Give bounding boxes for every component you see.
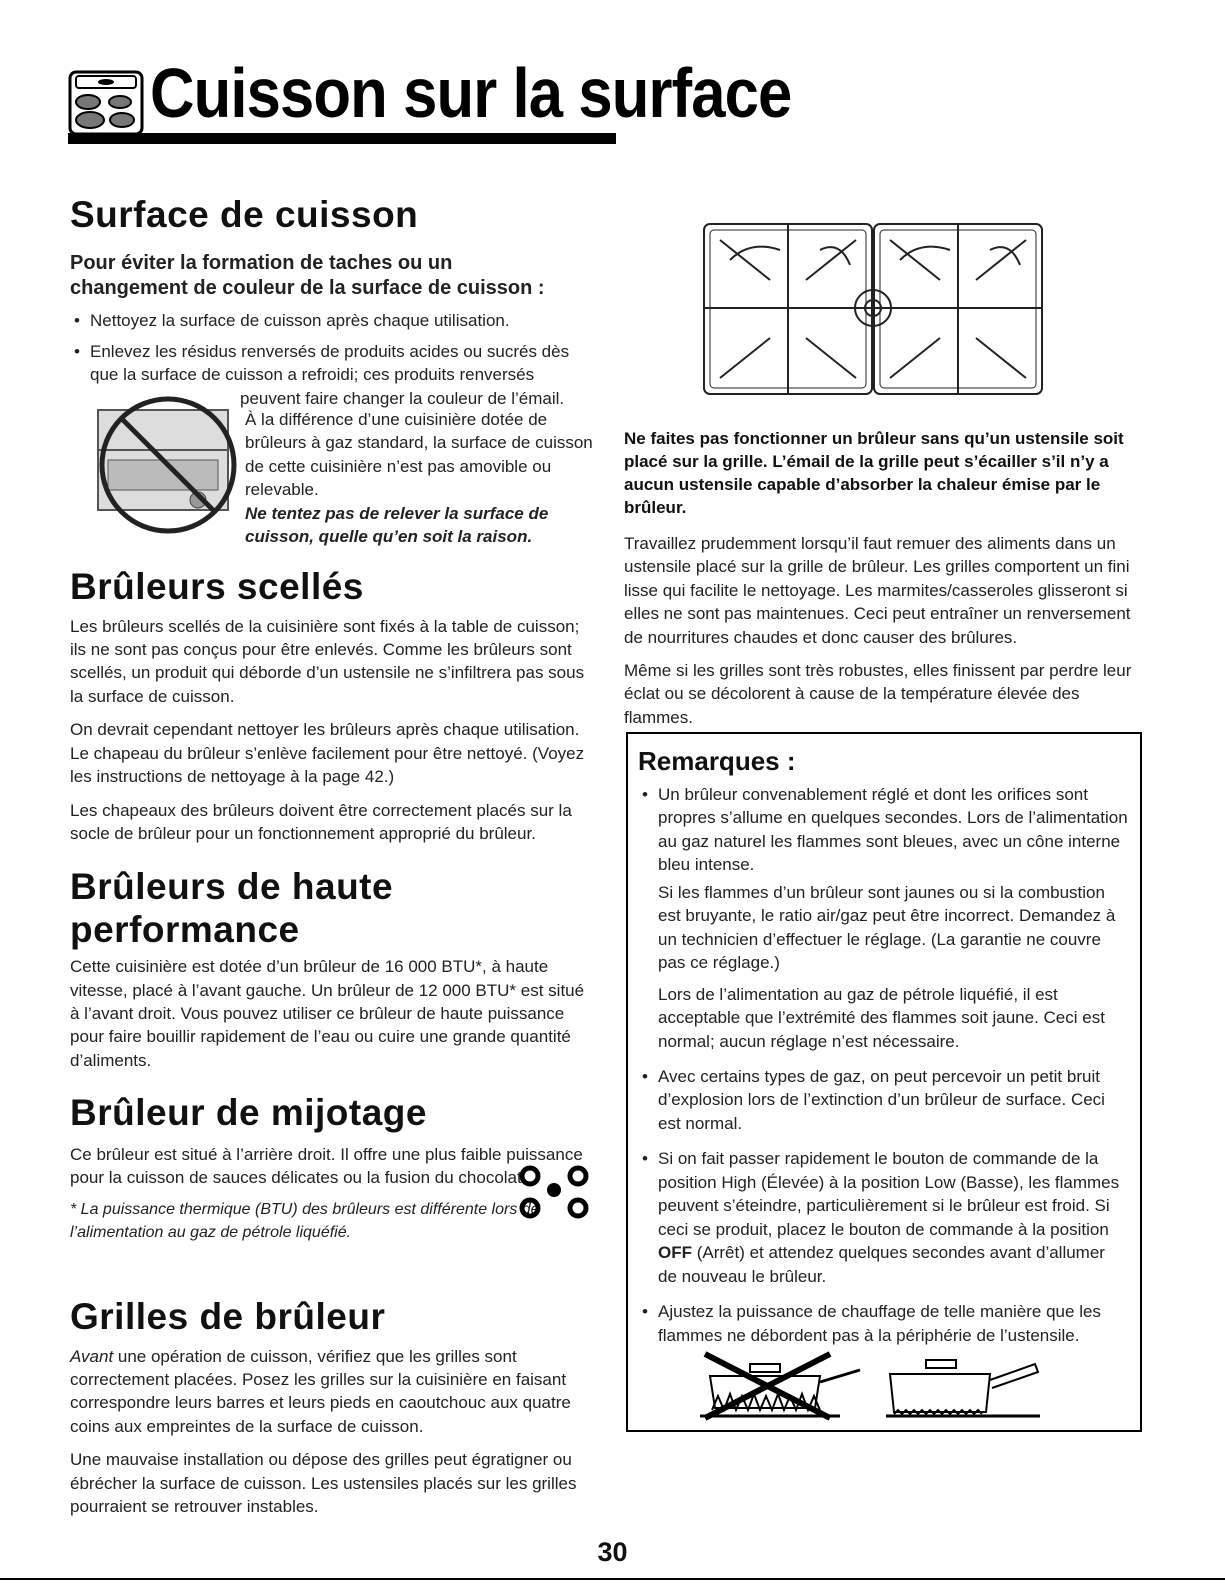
simmer-heading: Brûleur de mijotage [70,1092,427,1133]
simmer-footnote: * La puissance thermique (BTU) des brûleurs est différente lors de l’alimentation au gaz de pétrole liquéfié. [70,1201,540,1241]
remark-1-p2: Si les flammes d’un brûleur sont jaunes ou si la combustion est bruyante, le ratio air/gaz peut être incorrect. Demandez à un technicien d’effectuer le réglage. (La garantie ne couvre pas ce réglage.) [658,882,1116,973]
cooktop-icon [68,70,144,141]
simmer-section [70,1092,595,1244]
surface-heading: Surface de cuisson [70,194,419,235]
high-section [70,866,595,1082]
remark-3-a: Si on fait passer rapidement le bouton de commande de la position High (Élevée) à la position Low (Basse), les flammes peuvent s’éteindre, particulièrement si le brûleur est froid. Si ceci se produit, placez le bouton de commande à la position [658,1149,1120,1239]
high-heading-2: performance [70,908,300,950]
surface-section [70,194,600,410]
pans-illustration [690,1346,1050,1427]
surface-wrap-body: À la différence d’une cuisinière dotée de brûleurs à gaz standard, la surface de cuisson de cette cuisinière n’est pas amovible ou relevable. [245,410,593,500]
remark-1: • Un brûleur convenablement réglé et dont les orifices sont propres s’allume en quelques secondes. Lors de l’alimentation au gaz naturel les flammes sont bleues, avec un cône interne bleu intense. [638,783,1128,877]
grates-illustration [700,220,1045,405]
remark-3 [638,1147,1128,1288]
page-header-title: Cuisson sur la surface [150,54,792,132]
remark-1-p3: Lors de l’alimentation au gaz de pétrole liquéfié, il est acceptable que l’extrémité des flammes soit jaune. Ceci est normal; aucun réglage n’est nécessaire. [658,984,1105,1051]
grates-warning: Ne faites pas fonctionner un brûleur sans qu’un ustensile soit placé sur la grille. L’émail de la grille peut s’écailler s’il n’y a aucun ustensile capable d’absorber la chaleur émise par le brûleur. [624,429,1124,517]
grates-section [70,1296,595,1529]
surface-subheading: Pour éviter la formation de taches ou un changement de couleur de la surface de cuisson : [70,251,545,299]
surface-bullet-2-cont: peuvent faire changer la couleur de l’émail. [240,388,565,408]
remarks-title: Remarques : [638,746,796,776]
remark-2: • Avec certains types de gaz, on peut percevoir un petit bruit d’explosion lors de l’extinction d’un brûleur de surface. Ceci est normal. [638,1065,1128,1135]
simmer-p1: Ce brûleur est situé à l’arrière droit. Il offre une plus faible puissance pour la cuisson de sauces délicates ou la fusion du chocolat. [70,1144,583,1187]
remark-3-off: OFF [658,1243,692,1263]
sealed-section [70,566,595,856]
header-rule [68,133,616,144]
surface-wrap-warning: Ne tentez pas de relever la surface de cuisson, quelle qu’en soit la raison. [245,503,549,547]
remark-4: • Ajustez la puissance de chauffage de telle manière que les flammes ne débordent pas à la périphérie de l’ustensile. [638,1300,1128,1347]
surface-bullet-1: • Nettoyez la surface de cuisson après chaque utilisation. [70,309,600,332]
sealed-p2: On devrait cependant nettoyer les brûleurs après chaque utilisation. Le chapeau du brûleur s’enlève facilement pour être nettoyé. (Voyez les instructions de nettoyage à la page 42.) [70,720,585,787]
grates-p1-em: Avant [70,1346,114,1366]
remark-3-b: (Arrêt) et attendez quelques secondes avant d’allumer de nouveau le brûleur. [658,1243,1105,1286]
sealed-heading: Brûleurs scellés [70,566,364,607]
right-p2: Même si les grilles sont très robustes, elles finissent par perdre leur éclat ou se décolorent à cause de la température élevée des flammes. [624,661,1132,727]
grates-p1 [70,1345,595,1439]
high-p1: Cette cuisinière est dotée d’un brûleur de 16 000 BTU*, à haute vitesse, placé à l’avant gauche. Un brûleur de 12 000 BTU* est situé à l’avant droit. Vous pouvez utiliser ce brûleur de haute puissance pour faire bouillir rapidement de l’eau ou cuire une grande quantité d’aliments. [70,957,585,1070]
surface-wrap-text [245,408,595,549]
no-lift-illustration [88,390,248,540]
sealed-p1: Les brûleurs scellés de la cuisinière sont fixés à la table de cuisson; ils ne sont pas conçus pour être enlevés. Comme les brûleurs sont scellés, un produit qui déborde d’un ustensile ne s’infiltrera pas sous la surface de cuisson. [70,616,585,706]
grates-heading: Grilles de brûleur [70,1296,386,1337]
surface-bullet-2: • Enlevez les résidus renversés de produits acides ou sucrés dès que la surface de cuisson a refroidi; ces produits renversés [70,340,600,387]
right-p1: Travaillez prudemment lorsqu’il faut remuer des aliments dans un ustensile placé sur la grille de brûleur. Les grilles comportent un fini lisse qui facilite le nettoyage. Les marmites/casseroles glisseront si elles ne sont pas maintenues. Ceci peut entraîner un renversement de nourritures chaudes et donc causer des brûlures. [624,533,1131,647]
grates-p2: Une mauvaise installation ou dépose des grilles peut égratigner ou ébrécher la surface de cuisson. Les ustensiles placés sur les grilles pourraient se retrouver instables. [70,1450,577,1517]
page-number: 30 [597,1537,628,1567]
grates-p1-text: une opération de cuisson, vérifiez que les grilles sont correctement placées. Posez les grilles sur la cuisinière en faisant correspondre leurs barres et leurs pieds en caoutchouc aux quatre coins aux empreintes de la surface de cuisson. [70,1346,571,1436]
high-heading-1: Brûleurs de haute [70,866,394,907]
burner-layout-icon [518,1162,590,1227]
right-text [624,428,1134,739]
sealed-p3: Les chapeaux des brûleurs doivent être correctement placés sur la socle de brûleur pour un fonctionnement approprié du brûleur. [70,800,572,844]
remarks-content [638,746,1128,1355]
bottom-rule [0,1578,1225,1580]
